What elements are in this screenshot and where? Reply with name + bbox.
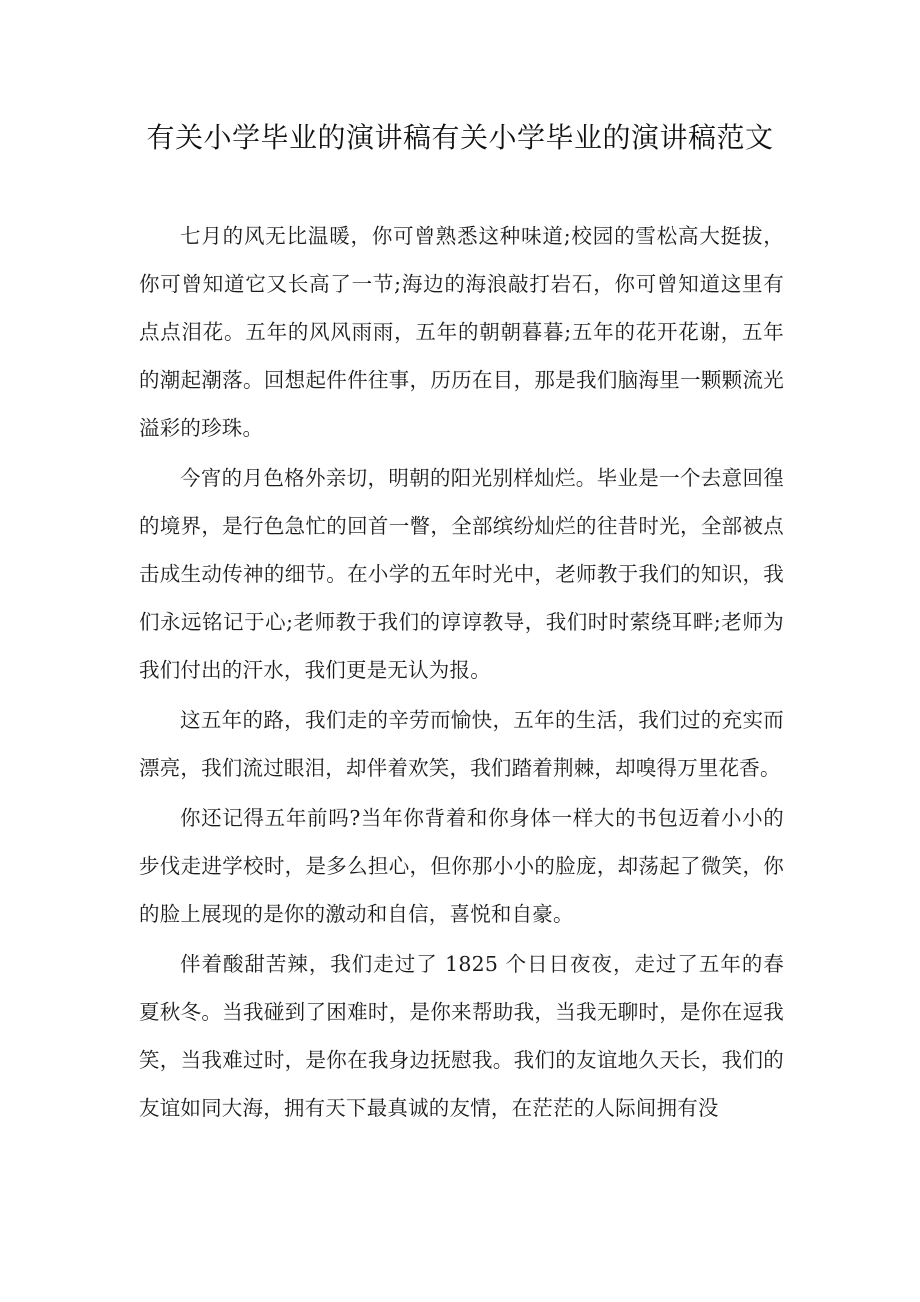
paragraph-2: 今宵的月色格外亲切，明朝的阳光别样灿烂。毕业是一个去意回徨的境界，是行色急忙的回首一瞥，全部缤纷灿烂的往昔时光，全部被点击成生动传神的细节。在小学的五年时光中，老师教于我们的知识，我们永远铭记于心;老师教于我们的谆谆教导，我们时时萦绕耳畔;老师为我们付出的汗水，我们更是无认为报。 bbox=[139, 466, 784, 682]
document-title: 有关小学毕业的演讲稿有关小学毕业的演讲稿范文 bbox=[146, 121, 774, 154]
document-body bbox=[139, 212, 784, 1134]
paragraph-4: 你还记得五年前吗?当年你背着和你身体一样大的书包迈着小小的步伐走进学校时，是多么担心，但你那小小的脸庞，却荡起了微笑，你的脸上展现的是你的激动和自信，喜悦和自豪。 bbox=[139, 806, 784, 926]
paragraph-5: 伴着酸甜苦辣，我们走过了 1825 个日日夜夜，走过了五年的春夏秋冬。当我碰到了困难时，是你来帮助我，当我无聊时，是你在逗我笑，当我难过时，是你在我身边抚慰我。我们的友谊地久天长，我们的友谊如同大海，拥有天下最真诚的友情，在茫茫的人际间拥有没 bbox=[139, 952, 784, 1120]
paragraph-1: 七月的风无比温暖，你可曾熟悉这种味道;校园的雪松高大挺拔，你可曾知道它又长高了一节;海边的海浪敲打岩石，你可曾知道这里有点点泪花。五年的风风雨雨，五年的朝朝暮暮;五年的花开花谢，五年的潮起潮落。回想起件件往事，历历在目，那是我们脑海里一颗颗流光溢彩的珍珠。 bbox=[139, 224, 784, 440]
paragraph-3: 这五年的路，我们走的辛劳而愉快，五年的生活，我们过的充实而漂亮，我们流过眼泪，却伴着欢笑，我们踏着荆棘，却嗅得万里花香。 bbox=[139, 708, 784, 780]
